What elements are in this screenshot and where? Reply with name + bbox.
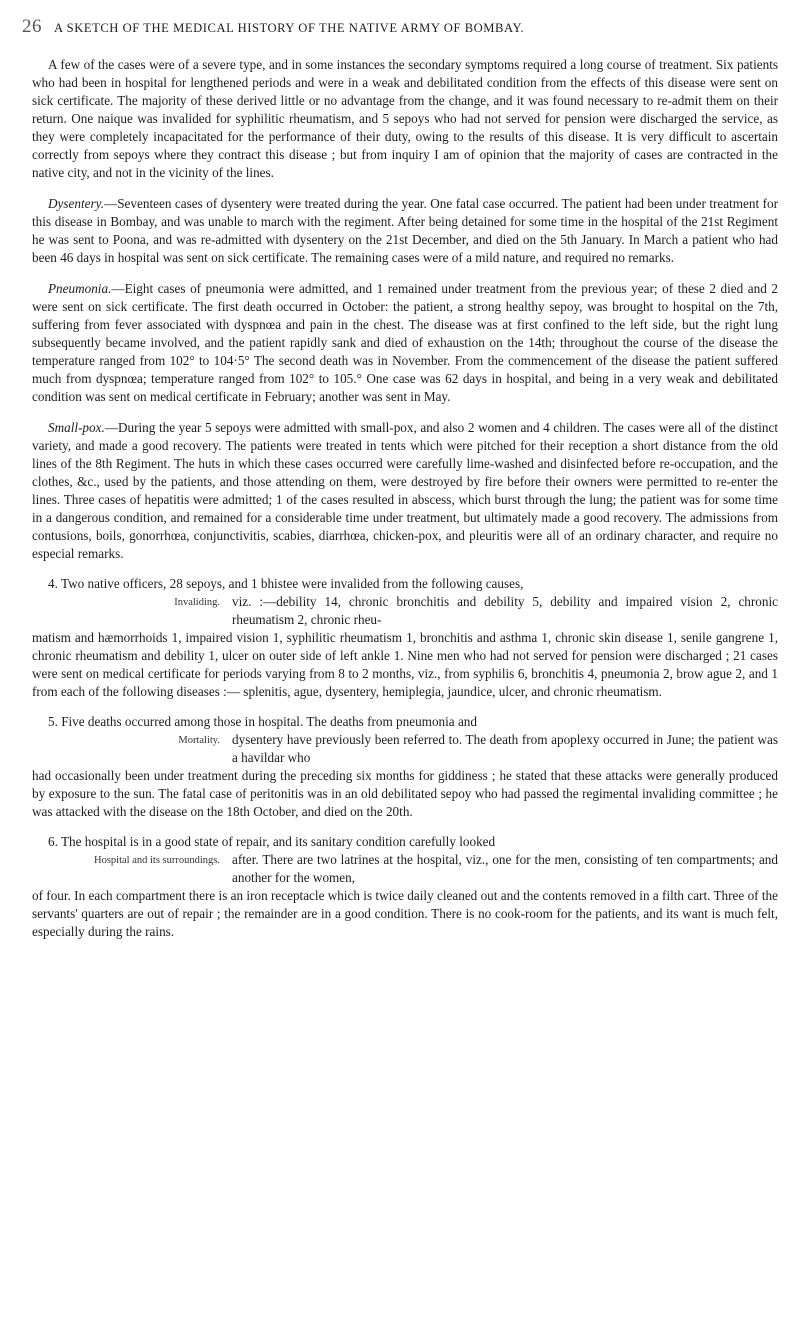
paragraph-smallpox [32,419,778,563]
smallpox-text: —During the year 5 sepoys were admitted with small-pox, and also 2 women and 4 children. The cases were all of the distinct variety, and made a good recovery. The patients were treated in tents which were pitched for their reception a short distance from the old lines of the 8th Regiment. The huts in which these cases occurred were carefully lime-washed and disinfected before re-occupation, and the clothes, &c., used by the patients, and those attending on them, were destroyed by fire before their owners were permitted to re-enter the lines. Three cases of hepatitis were admitted; 1 of the cases resulted in abscess, which burst through the lung; the patient was for some time in a dangerous condition, and remained for a considerable time under treatment, but ultimately made a good recovery. The admissions from contusions, boils, gonorrhœa, conjunctivitis, scabies, diarrhœa, chicken-pox, and pleuritis were all of an ordinary character, and require no especial remarks. [32,420,778,561]
dysentery-text: —Seventeen cases of dysentery were treated during the year. One fatal case occurred. The patient had been under treatment for this disease in Bombay, and was unable to march with the regiment. After being detained for some time in the hospital of the 21st Regiment he was sent to Poona, and was re-admitted with dysentery on the 21st December, and died on the 5th January. In March a patient who had been 46 days in hospital was sent on sick certificate. The remaining cases were of a mild nature, and required no remarks. [32,196,778,265]
invaliding-rest: matism and hæmorrhoids 1, impaired vision 1, syphilitic rheumatism 1, bronchitis and asthma 1, chronic skin disease 1, senile gangrene 1, chronic rheumatism and debility 1, ulcer on outer side of left ankle 1. Nine men who had not served for pension were discharged ; 21 cases were sent on medical certificate for periods varying from 8 to 2 months, viz., from syphilis 6, bronchitis 4, pneumonia 2, brow ague 2, and 1 from each of the following diseases :— splenitis, ague, dysentery, hemiplegia, jaundice, ulcer, and chronic rheumatism. [32,630,778,699]
invaliding-hang-text: viz. :—debility 14, chronic bronchitis and debility 5, debility and impaired vision 2, chronic rheumatism 2, chronic rheu- [232,594,778,627]
mortality-hang [32,731,778,767]
dysentery-heading: Dysentery. [48,196,105,211]
margin-note-invaliding: Invaliding. [174,597,220,608]
margin-note-hospital: Hospital and its surroundings. [94,855,220,866]
body-text [32,56,778,953]
paragraph-pneumonia [32,280,778,406]
invaliding-hang [32,593,778,629]
paragraph-dysentery [32,195,778,267]
page-header [22,16,782,40]
hospital-hang [32,851,778,887]
mortality-rest: had occasionally been under treatment during the preceding six months for giddiness ; he stated that these attacks were generally produced by exposure to the sun. The fatal case of peritonitis was in an old debilitated sepoy who had passed the regimental invaliding committee ; he was attacked with the disease on the 18th October, and died on the 20th. [32,768,778,819]
hospital-hang-text: after. There are two latrines at the hospital, viz., one for the men, consisting of ten compartments; and another for the women, [232,852,778,885]
page-number: 26 [22,16,42,37]
running-title: A SKETCH OF THE MEDICAL HISTORY OF THE NATIVE ARMY OF BOMBAY. [54,21,525,35]
pneumonia-text: —Eight cases of pneumonia were admitted, and 1 remained under treatment from the previous year; of these 2 died and 2 were sent on sick certificate. The first death occurred in October: the patient, a strong healthy sepoy, was brought to hospital on the 7th, suffering from fever associated with dyspnœa and pain in the chest. The disease was at first confined to the left side, but the right lung subsequently became involved, and the patient rapidly sank and died of exhaustion on the 14th; throughout the course of the disease the temperature ranged from 102° to 104·5° The second death was in November. From the commencement of the disease the patient suffered much from dyspnœa; temperature ranged from 102° to 105.° One case was 62 days in hospital, and being in a very weak and debilitated condition was sent on medical certificate in February; another was sent in May. [32,281,778,404]
hospital-first-line: 6. The hospital is in a good state of repair, and its sanitary condition carefully looked [48,834,496,849]
pneumonia-heading: Pneumonia. [48,281,112,296]
paragraph-intro: A few of the cases were of a severe type, and in some instances the secondary symptoms required a long course of treatment. Six patients who had been in hospital for lengthened periods and were in a weak and debilitated condition from the effects of this disease were sent on sick certificate. The majority of these derived little or no advantage from the change, and it was found necessary to re-admit them on their return. One naique was invalided for syphilitic rheumatism, and 5 sepoys who had not served for pension were discharged the service, as they were completely incapacitated for the performance of their duty, owing to the results of this disease. It is very difficult to ascertain correctly from sepoys where they contract this disease ; but from inquiry I am of opinion that the majority of cases are contracted in the native city, and not in the vicinity of the lines. [32,57,778,180]
mortality-first-line: 5. Five deaths occurred among those in hospital. The deaths from pneumonia and [48,714,477,729]
section-mortality [32,713,778,821]
invaliding-first-line: 4. Two native officers, 28 sepoys, and 1 bhistee were invalided from the following causes, [48,576,524,591]
section-invaliding [32,575,778,701]
margin-note-mortality: Mortality. [178,735,220,746]
smallpox-heading: Small-pox. [48,420,105,435]
hospital-rest: of four. In each compartment there is an iron receptacle which is twice daily cleaned out and the contents removed in a filth cart. Three of the servants' quarters are out of repair ; the remainder are in a good condition. There is no cook-room for the patients, and its want is much felt, especially during the rains. [32,888,778,939]
section-hospital [32,833,778,941]
mortality-hang-text: dysentery have previously been referred to. The death from apoplexy occurred in June; the patient was a havildar who [232,732,778,765]
